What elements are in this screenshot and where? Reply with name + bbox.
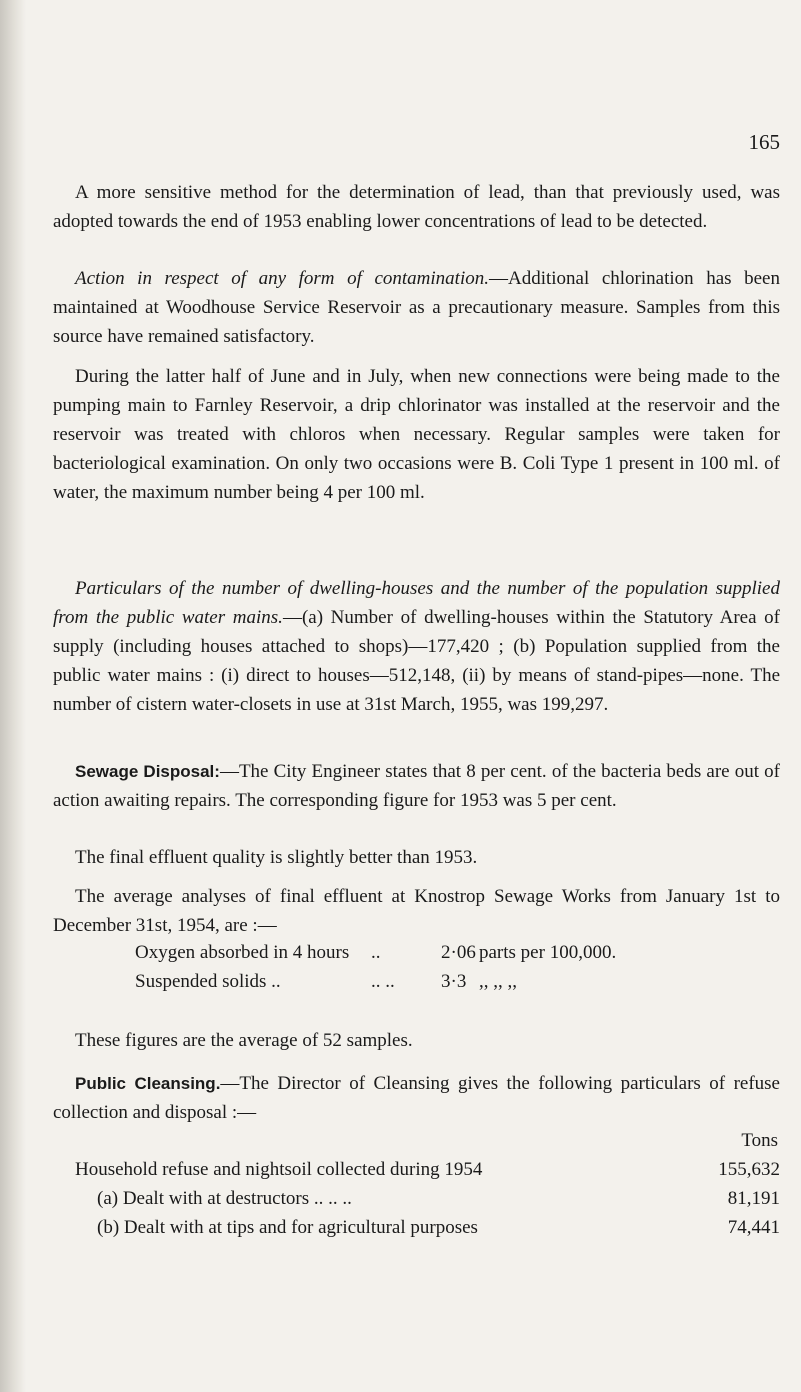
- refuse-label: Household refuse and nightsoil collected during 1954: [75, 1159, 483, 1180]
- paragraph-particulars: [53, 574, 780, 719]
- paragraph-sample-count: These figures are the average of 52 samples.: [75, 1030, 413, 1051]
- refuse-header-row: [75, 1126, 780, 1155]
- refuse-row: [75, 1155, 780, 1184]
- refuse-label: (b) Dealt with at tips and for agricultural purposes: [97, 1217, 478, 1238]
- paragraph-farnley-reservoir: During the latter half of June and in July, when new connections were being made to the pumping main to Farnley Reservoir, a drip chlorinator was installed at the reservoir and the reservoir was treated with chloros when necessary. Regular samples were taken for bacteriological examination. On only two occasions were B. Coli Type 1 present in 100 ml. of water, the maximum number being 4 per 100 ml.: [53, 366, 780, 503]
- particulars-text: —(a) Number of dwelling-houses within the Statutory Area of supply (including houses attached to shops)—177,420 ; (b) Population supplied from the public water mains : (i) direct to houses—512,148, (ii) by means of stand-pipes—none. The number of cistern water-closets in use at 31st March, 1955, was 199,297.: [53, 607, 780, 715]
- effluent-table: [53, 938, 780, 996]
- refuse-value: 81,191: [727, 1188, 780, 1209]
- effluent-leader: .. ..: [371, 971, 395, 992]
- refuse-row: [75, 1213, 780, 1242]
- paragraph-lead-method: A more sensitive method for the determination of lead, than that previously used, was adopted towards the end of 1953 enabling lower concentrations of lead to be detected.: [53, 182, 780, 232]
- effluent-label: Suspended solids ..: [135, 971, 281, 992]
- page-binding-shadow: [0, 0, 26, 1392]
- page-number: 165: [748, 130, 780, 154]
- effluent-row: [53, 967, 780, 996]
- refuse-label: (a) Dealt with at destructors .. .. ..: [97, 1188, 352, 1209]
- paragraph-public-cleansing: [53, 1069, 780, 1127]
- sewage-text: —The City Engineer states that 8 per cent. of the bacteria beds are out of action awaiting repairs. The corresponding figure for 1953 was 5 per cent.: [53, 761, 780, 811]
- contamination-heading: Action in respect of any form of contamination.: [75, 268, 489, 289]
- paragraph-contamination: [53, 264, 780, 351]
- refuse-value: 74,441: [727, 1217, 780, 1238]
- refuse-value: 155,632: [718, 1159, 780, 1180]
- effluent-unit: parts per 100,000.: [479, 942, 617, 963]
- effluent-unit: ,, ,, ,,: [479, 971, 517, 992]
- paragraph-final-effluent: The final effluent quality is slightly better than 1953.: [75, 847, 478, 868]
- effluent-row: [53, 938, 780, 967]
- cleansing-heading: Public Cleansing.: [75, 1074, 221, 1093]
- effluent-value: 3·3: [441, 971, 467, 992]
- cleansing-text: —The Director of Cleansing gives the following particulars of refuse collection and disposal :—: [53, 1073, 780, 1123]
- refuse-table: [75, 1126, 780, 1242]
- effluent-value: 2·06: [441, 942, 476, 963]
- tons-column-header: Tons: [741, 1130, 778, 1151]
- paragraph-average-analyses: The average analyses of final effluent at Knostrop Sewage Works from January 1st to December 31st, 1954, are :—: [53, 886, 780, 936]
- effluent-label: Oxygen absorbed in 4 hours: [135, 942, 350, 963]
- refuse-row: [75, 1184, 780, 1213]
- paragraph-sewage-disposal: [53, 757, 780, 815]
- particulars-heading: Particulars of the number of dwelling-houses and the number of the population supplied from the public water mains.: [53, 578, 780, 628]
- sewage-heading: Sewage Disposal:: [75, 762, 220, 781]
- contamination-text: —Additional chlorination has been maintained at Woodhouse Service Reservoir as a precautionary measure. Samples from this source have remained satisfactory.: [53, 268, 780, 347]
- effluent-leader: ..: [371, 942, 381, 963]
